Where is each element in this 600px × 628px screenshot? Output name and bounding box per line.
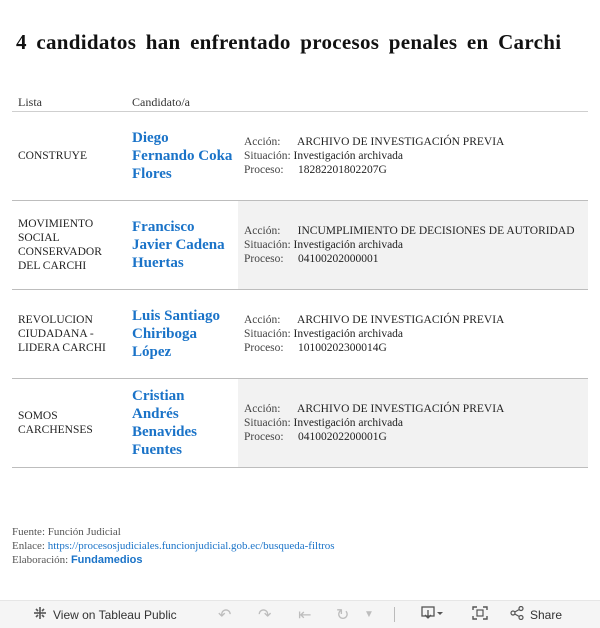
footer-enlace: Enlace: https://procesosjudiciales.funcionjudicial.gob.ec/busqueda-filtros [12, 540, 335, 552]
table-row [12, 112, 588, 201]
footer-elaboracion: Elaboración: Fundamedios [12, 554, 143, 566]
fundamedios-brand: Fundamedios [70, 554, 143, 566]
share-label: Share [530, 607, 563, 622]
candidato-cell [126, 379, 238, 467]
detalle-cell [238, 112, 588, 200]
refresh-dropdown-icon[interactable]: ▼ [364, 609, 374, 620]
tableau-toolbar [0, 600, 600, 628]
header-candidato: Candidato/a [132, 95, 190, 109]
candidato-cell [126, 112, 238, 200]
table-header [12, 92, 588, 112]
candidato-cell [126, 201, 238, 289]
table-row [12, 290, 588, 379]
situacion-line: Situación: Investigación archivada [244, 150, 404, 162]
share-icon [510, 606, 524, 623]
accion-line: Acción: ARCHIVO DE INVESTIGACIÓN PREVIA [244, 136, 505, 148]
header-lista: Lista [18, 95, 42, 109]
candidate-name-link[interactable]: Luis Santiago Chiriboga López [132, 308, 220, 360]
proceso-line: Proceso: 18282201802207G [244, 164, 387, 176]
candidate-name-link[interactable]: Diego Fernando Coka Flores [132, 130, 233, 182]
candidate-name-link[interactable]: Cristian Andrés Benavides Fuentes [132, 388, 198, 458]
toolbar-divider [394, 607, 395, 622]
accion-line: Acción: INCUMPLIMIENTO DE DECISIONES DE AUTORIDAD [244, 225, 575, 237]
table-row [12, 201, 588, 290]
source-link[interactable]: https://procesosjudiciales.funcionjudicial.gob.ec/busqueda-filtros [47, 540, 335, 552]
detalle-cell [238, 290, 588, 378]
page-title: 4 candidatos han enfrentado procesos penales en Carchi [16, 30, 562, 54]
detalle-cell [238, 379, 588, 467]
candidato-cell [126, 290, 238, 378]
view-on-tableau-label: View on Tableau Public [53, 607, 177, 622]
redo-icon[interactable]: ↷ [258, 606, 272, 624]
tableau-logo-icon [33, 606, 47, 623]
accion-line: Acción: ARCHIVO DE INVESTIGACIÓN PREVIA [244, 314, 505, 326]
revert-icon[interactable]: ⇤ [298, 606, 312, 624]
lista-cell: CONSTRUYE [18, 150, 88, 162]
footer-fuente: Fuente: Función Judicial [12, 526, 121, 538]
fullscreen-button[interactable] [472, 601, 488, 628]
view-on-tableau-button[interactable] [33, 601, 177, 628]
situacion-line: Situación: Investigación archivada [244, 328, 404, 340]
refresh-icon[interactable]: ↻ [336, 606, 350, 624]
candidate-name-link[interactable]: Francisco Javier Cadena Huertas [132, 219, 225, 271]
footer [12, 525, 335, 567]
undo-icon[interactable]: ↶ [218, 606, 232, 624]
lista-cell: REVOLUCION CIUDADANA - LIDERA CARCHI [18, 314, 106, 354]
table-row [12, 379, 588, 468]
situacion-line: Situación: Investigación archivada [244, 239, 404, 251]
proceso-line: Proceso: 04100202200001G [244, 431, 387, 443]
proceso-line: Proceso: 04100202000001 [244, 253, 379, 265]
detalle-cell [238, 201, 588, 289]
proceso-line: Proceso: 10100202300014G [244, 342, 387, 354]
share-button[interactable] [510, 601, 562, 628]
fullscreen-icon [472, 606, 488, 623]
candidates-table [12, 92, 588, 468]
download-icon [421, 606, 443, 623]
lista-cell: SOMOS CARCHENSES [18, 410, 93, 436]
situacion-line: Situación: Investigación archivada [244, 417, 404, 429]
lista-cell: MOVIMIENTO SOCIAL CONSERVADOR DEL CARCHI [18, 218, 102, 272]
accion-line: Acción: ARCHIVO DE INVESTIGACIÓN PREVIA [244, 403, 505, 415]
download-button[interactable] [421, 601, 443, 628]
